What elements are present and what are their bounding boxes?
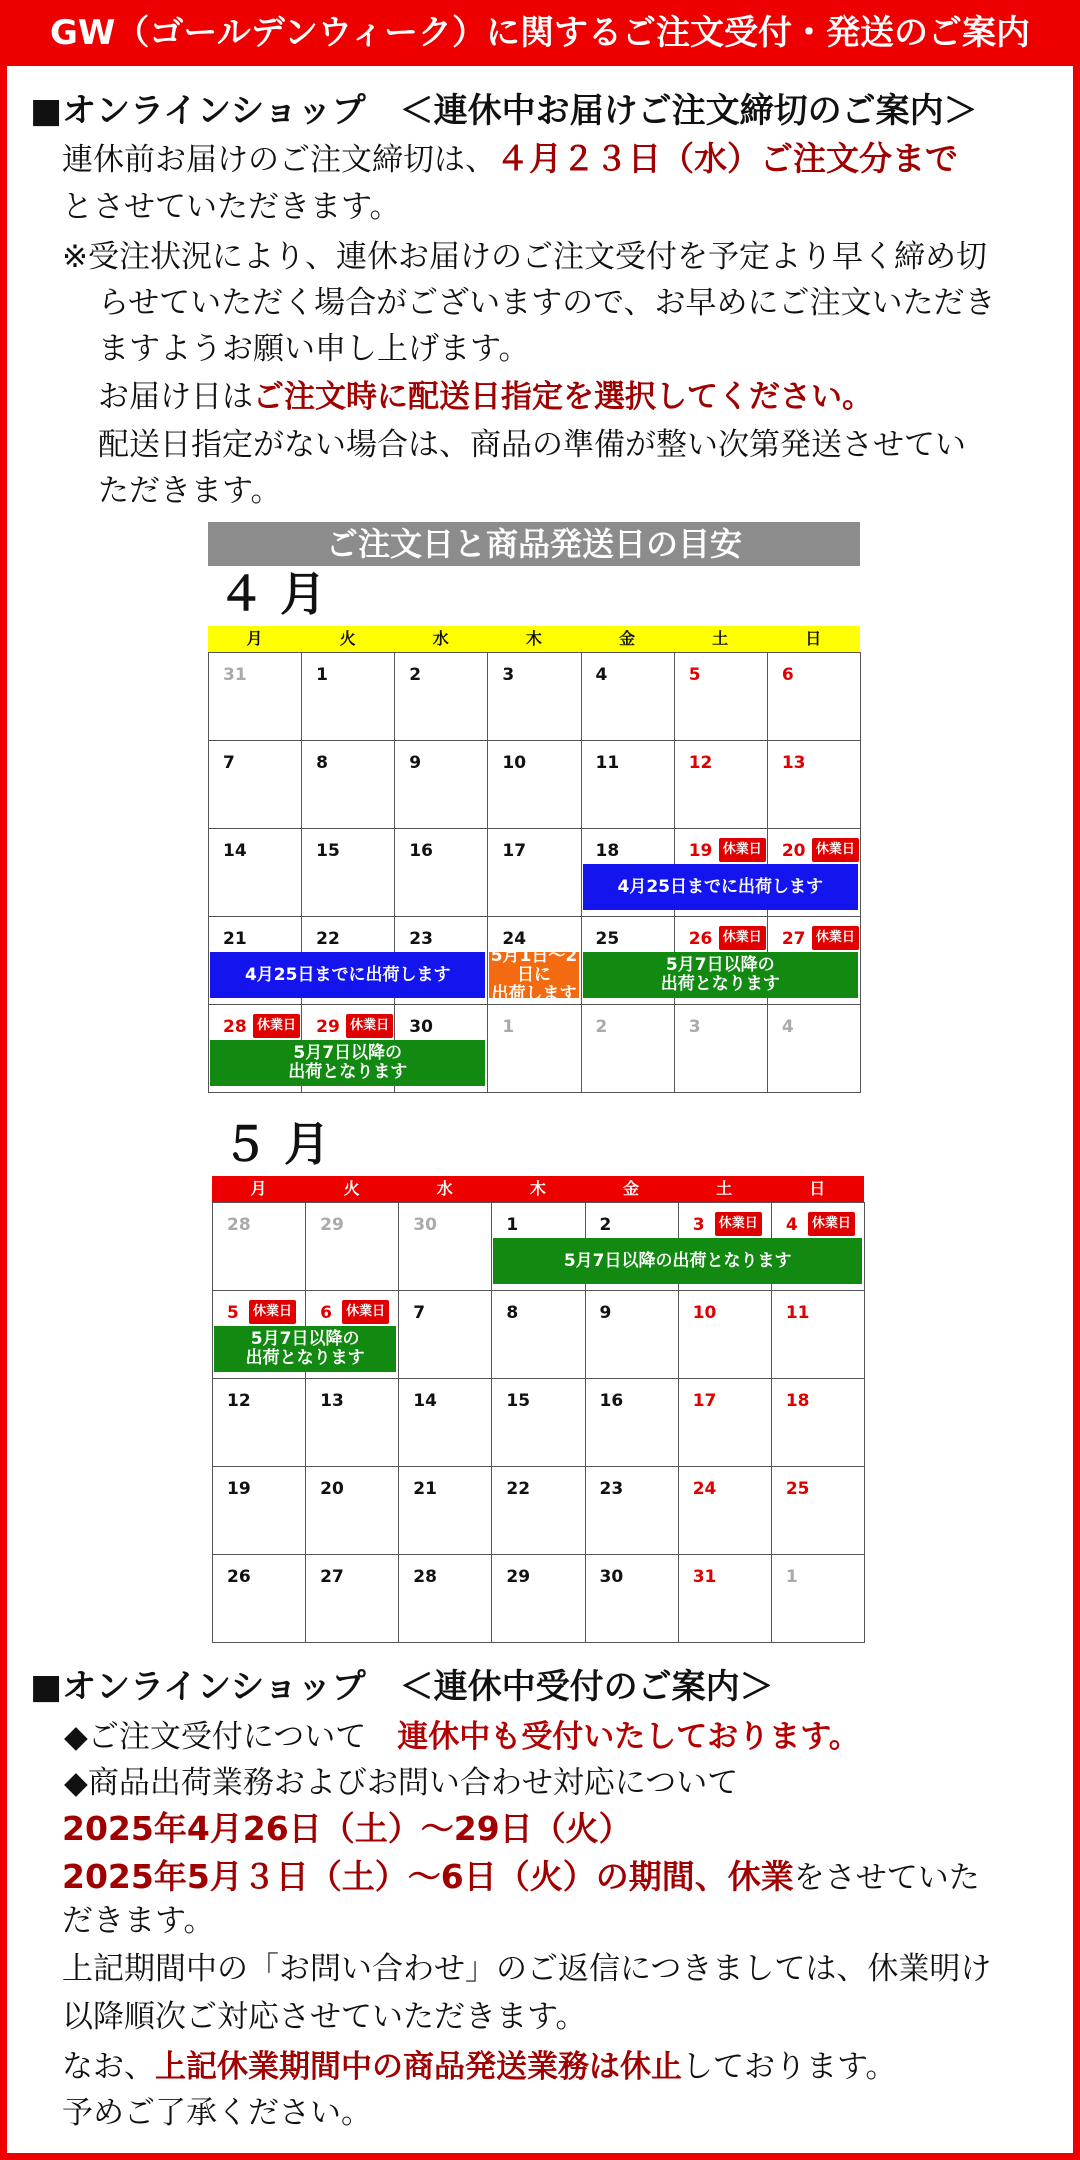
day-number: 21 [413, 1479, 437, 1499]
calendar-day-cell [678, 1466, 772, 1555]
day-number: 18 [595, 841, 620, 861]
delivery-line [98, 374, 873, 420]
calendar-day-cell [767, 740, 861, 829]
closure-period-1: 2025年4月26日（土）〜29日（火） [62, 1809, 632, 1848]
deadline-text: 連休前お届けのご注文締切は、 [62, 142, 496, 178]
closure-period-2-end: だきます。 [62, 1903, 215, 1939]
day-number: 16 [599, 1391, 624, 1411]
holiday-badge: 休業日 [249, 1300, 296, 1324]
weekday-label: 月 [246, 629, 263, 648]
calendar-day-cell [674, 740, 768, 829]
calendar-day-cell [305, 1202, 399, 1291]
calendar-day-cell [394, 740, 488, 829]
day-number: 4 [595, 665, 608, 685]
weekday-label: 火 [339, 629, 356, 648]
day-number: 24 [502, 929, 527, 949]
calendar-day-cell [212, 1466, 306, 1555]
calendar-day-cell [581, 1004, 675, 1093]
calendar-day-cell [771, 1290, 865, 1379]
inquiry-line-2: 以降順次ご対応させていただきます。 [62, 1999, 587, 2035]
april-weekday-header [208, 626, 860, 652]
shipping-band-text: 出荷となります [288, 1062, 408, 1082]
calendar-day-cell [767, 1004, 861, 1093]
deadline-line [62, 136, 958, 183]
day-number: 23 [409, 929, 433, 949]
day-number: 8 [506, 1303, 519, 1323]
calendar-day-cell [678, 1290, 772, 1379]
day-number: 13 [320, 1391, 344, 1411]
calendar-day-cell [398, 1554, 492, 1643]
day-number: 1 [785, 1567, 798, 1587]
order-acceptance-label: ◆ご注文受付について [64, 1719, 398, 1755]
calendar-day-cell [491, 1290, 585, 1379]
day-number: 4 [781, 1017, 794, 1037]
shipping-band-text: 5月7日以降の [250, 1329, 360, 1349]
day-number: 16 [409, 841, 433, 861]
day-number: 15 [506, 1391, 531, 1411]
weekday-label: 日 [805, 629, 822, 648]
weekday-label: 水 [436, 1179, 453, 1198]
day-number: 31 [692, 1567, 717, 1587]
calendar-day-cell [212, 1378, 306, 1467]
shipping-band [489, 945, 578, 1004]
calendar-day-cell [305, 1554, 399, 1643]
calendar-day-cell [398, 1378, 492, 1467]
calendar-day-cell [487, 1004, 581, 1093]
weekday-label: 土 [712, 629, 729, 648]
calendar-day-cell [767, 652, 861, 741]
calendar-day-cell [305, 1466, 399, 1555]
day-number: 29 [316, 1017, 340, 1037]
calendar-day-cell [585, 1554, 679, 1643]
shipping-band-text: 出荷します [491, 983, 577, 1004]
calendar-day-cell [771, 1466, 865, 1555]
day-number: 29 [320, 1215, 344, 1235]
note-line-5: ただきます。 [98, 473, 282, 509]
day-number: 14 [223, 841, 247, 861]
shipping-band: 4月25日までに出荷します [583, 864, 858, 910]
day-number: 18 [785, 1391, 810, 1411]
calendar-day-cell [585, 1466, 679, 1555]
day-number: 25 [595, 929, 620, 949]
day-number: 9 [599, 1303, 612, 1323]
shipping-band-text: 出荷となります [245, 1348, 365, 1368]
deadline-date: ４月２３日（水）ご注文分まで [496, 139, 958, 178]
shipping-band-text: 5月1日〜2日に [490, 945, 578, 985]
day-number: 7 [413, 1303, 426, 1323]
day-number: 4 [785, 1215, 798, 1235]
shipping-band [214, 1326, 396, 1372]
day-number: 22 [316, 929, 340, 949]
deadline-line-2: とさせていただきます。 [62, 189, 401, 225]
calendar-day-cell [208, 740, 302, 829]
delivery-emphasis: ご注文時に配送日指定を選択してください。 [253, 379, 873, 415]
day-number: 26 [688, 929, 713, 949]
holiday-badge: 休業日 [808, 1212, 855, 1236]
banner-title: GW（ゴールデンウィーク）に関するご注文受付・発送のご案内 [0, 0, 1080, 66]
calendar-day-cell [208, 828, 302, 917]
holiday-badge: 休業日 [346, 1014, 393, 1038]
day-number: 2 [599, 1215, 612, 1235]
day-number: 28 [227, 1215, 251, 1235]
note-line-2: らせていただく場合がございますので、お早めにご注文いただき [98, 285, 996, 321]
calendar-day-cell [394, 652, 488, 741]
calendar-day-cell [398, 1466, 492, 1555]
holiday-badge: 休業日 [715, 1212, 762, 1236]
day-number: 20 [781, 841, 806, 861]
calendar-day-cell [585, 1378, 679, 1467]
day-number: 9 [409, 753, 422, 773]
calendar-day-cell [678, 1378, 772, 1467]
section2-title: ■オンラインショップ ＜連休中受付のご案内＞ [30, 1667, 774, 1707]
calendar-day-cell [674, 652, 768, 741]
calendar-day-cell [491, 1378, 585, 1467]
calendar-day-cell [585, 1290, 679, 1379]
order-acceptance-status: 連休中も受付いたしております。 [397, 1719, 860, 1755]
note-line-4: 配送日指定がない場合は、商品の準備が整い次第発送させてい [98, 427, 966, 463]
closing-line: 予めご了承ください。 [62, 2095, 372, 2131]
calendar-day-cell [208, 652, 302, 741]
inquiry-line-1: 上記期間中の「お問い合わせ」のご返信につきましては、休業明け [62, 1951, 992, 1987]
day-number: 19 [227, 1479, 251, 1499]
calendar-day-cell [301, 740, 395, 829]
day-number: 11 [595, 753, 620, 773]
suspension-suffix: しております。 [682, 2049, 897, 2085]
day-number: 19 [688, 841, 713, 861]
weekday-label: 月 [250, 1179, 267, 1198]
calendar-day-cell [305, 1378, 399, 1467]
weekday-label: 水 [432, 629, 449, 648]
day-number: 28 [223, 1017, 247, 1037]
closure-period-2: 2025年5月３日（土）〜6日（火）の期間、休業 [62, 1857, 794, 1896]
day-number: 13 [781, 753, 806, 773]
day-number: 12 [227, 1391, 251, 1411]
day-number: 29 [506, 1567, 531, 1587]
day-number: 30 [409, 1017, 433, 1037]
weekday-label: 木 [529, 1179, 546, 1198]
calendar-day-cell [771, 1554, 865, 1643]
day-number: 11 [785, 1303, 810, 1323]
day-number: 1 [502, 1017, 515, 1037]
calendar-day-cell [771, 1378, 865, 1467]
day-number: 24 [692, 1479, 717, 1499]
order-acceptance-line [64, 1714, 860, 1760]
day-number: 10 [502, 753, 527, 773]
day-number: 14 [413, 1391, 437, 1411]
shipping-band-text: 5月7日以降の [293, 1043, 403, 1063]
holiday-badge: 休業日 [719, 838, 766, 862]
shipping-band [210, 1040, 485, 1086]
holiday-badge: 休業日 [812, 926, 859, 950]
day-number: 12 [688, 753, 713, 773]
calendar-day-cell [301, 652, 395, 741]
day-number: 27 [781, 929, 806, 949]
day-number: 21 [223, 929, 247, 949]
day-number: 5 [688, 665, 701, 685]
shipping-support-heading: ◆商品出荷業務およびお問い合わせ対応について [64, 1765, 739, 1801]
section1-title: ■オンラインショップ ＜連休中お届けご注文締切のご案内＞ [30, 91, 978, 131]
april-label: ４ 月 [218, 567, 327, 621]
may-label: ５ 月 [222, 1117, 331, 1171]
calendar-day-cell [491, 1466, 585, 1555]
calendar-day-cell [212, 1554, 306, 1643]
calendar-day-cell [487, 828, 581, 917]
day-number: 7 [223, 753, 235, 773]
calendar-day-cell [394, 828, 488, 917]
calendar-day-cell [487, 652, 581, 741]
calendar-day-cell [398, 1202, 492, 1291]
day-number: 15 [316, 841, 340, 861]
day-number: 26 [227, 1567, 251, 1587]
day-number: 22 [506, 1479, 531, 1499]
guide-title: ご注文日と商品発送日の目安 [208, 522, 860, 566]
suspension-prefix: なお、 [62, 2049, 155, 2085]
day-number: 6 [781, 665, 794, 685]
day-number: 3 [502, 665, 515, 685]
calendar-day-cell [301, 828, 395, 917]
closure-period-2-suffix: をさせていた [793, 1860, 980, 1896]
day-number: 30 [599, 1567, 624, 1587]
holiday-badge: 休業日 [253, 1014, 300, 1038]
day-number: 1 [506, 1215, 519, 1235]
april-calendar [208, 626, 860, 1094]
day-number: 17 [502, 841, 527, 861]
calendar-day-cell [398, 1290, 492, 1379]
day-number: 25 [785, 1479, 810, 1499]
calendar-day-cell [581, 740, 675, 829]
calendar-day-cell [674, 1004, 768, 1093]
weekday-label: 金 [623, 1179, 640, 1198]
day-number: 17 [692, 1391, 717, 1411]
day-number: 30 [413, 1215, 437, 1235]
shipping-band: 4月25日までに出荷します [210, 952, 485, 998]
day-number: 10 [692, 1303, 717, 1323]
calendar-day-cell [491, 1554, 585, 1643]
day-number: 1 [316, 665, 328, 685]
delivery-text: お届け日は [98, 379, 253, 415]
calendar-day-cell [678, 1554, 772, 1643]
shipping-band-text: 5月7日以降の [665, 955, 775, 975]
suspension-line [62, 2044, 897, 2090]
shipping-band: 5月7日以降の出荷となります [493, 1238, 862, 1284]
suspension-emphasis: 上記休業期間中の商品発送業務は休止 [155, 2049, 682, 2085]
calendar-day-cell [581, 652, 675, 741]
day-number: 27 [320, 1567, 344, 1587]
day-number: 2 [595, 1017, 608, 1037]
holiday-badge: 休業日 [719, 926, 766, 950]
weekday-label: 土 [716, 1179, 733, 1198]
day-number: 28 [413, 1567, 437, 1587]
day-number: 31 [223, 665, 247, 685]
weekday-label: 木 [525, 629, 542, 648]
holiday-badge: 休業日 [342, 1300, 389, 1324]
closure-period-2-line [62, 1854, 980, 1901]
may-calendar [212, 1176, 864, 1644]
day-number: 3 [688, 1017, 701, 1037]
day-number: 2 [409, 665, 422, 685]
shipping-band-text: 出荷となります [660, 974, 780, 994]
shipping-band [583, 952, 858, 998]
day-number: 3 [692, 1215, 705, 1235]
day-number: 8 [316, 753, 328, 773]
note-line-1: ※受注状況により、連休お届けのご注文受付を予定より早く締め切 [62, 239, 987, 275]
weekday-label: 日 [809, 1179, 826, 1198]
weekday-label: 金 [619, 629, 636, 648]
calendar-day-cell [212, 1202, 306, 1291]
day-number: 20 [320, 1479, 344, 1499]
day-number: 23 [599, 1479, 624, 1499]
holiday-badge: 休業日 [812, 838, 859, 862]
calendar-day-cell [487, 740, 581, 829]
weekday-label: 火 [343, 1179, 360, 1198]
day-number: 5 [227, 1303, 239, 1323]
may-weekday-header [212, 1176, 864, 1202]
note-line-3: ますようお願い申し上げます。 [98, 331, 530, 367]
day-number: 6 [320, 1303, 332, 1323]
